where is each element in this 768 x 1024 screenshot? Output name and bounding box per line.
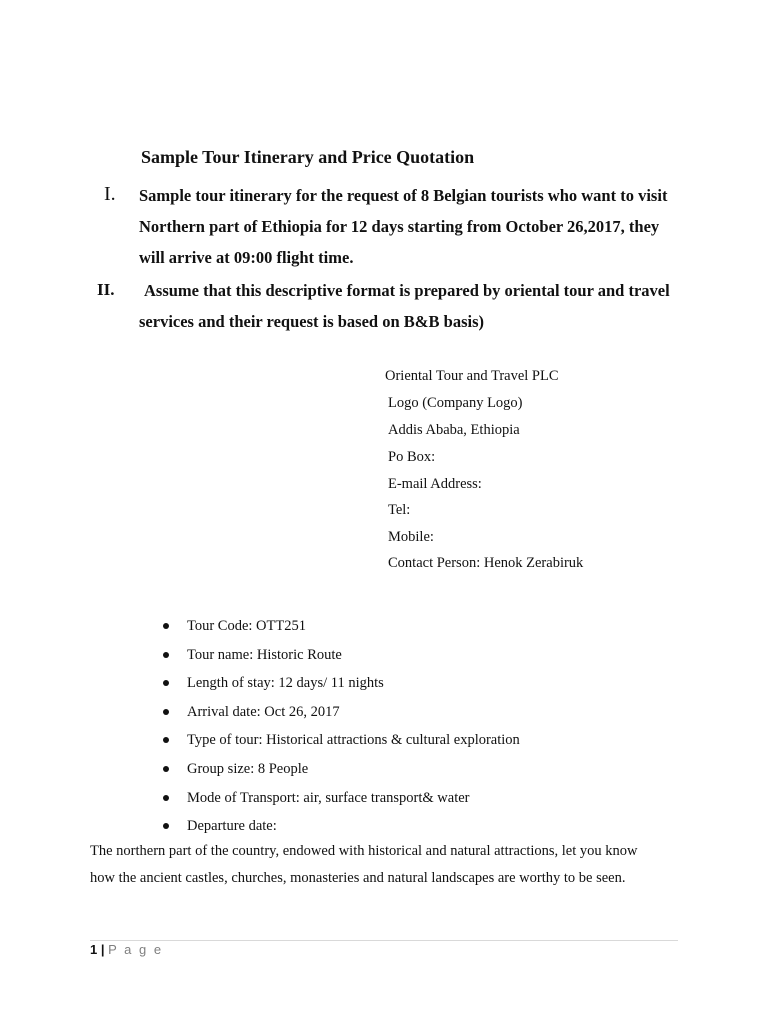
company-contact-person: Contact Person: Henok Zerabiruk xyxy=(388,555,584,571)
bullet-icon xyxy=(163,680,169,686)
page-number: 1 xyxy=(90,942,98,957)
closing-line-1: The northern part of the country, endowed with historical and natural attractions, let you know xyxy=(90,843,638,859)
company-logo-placeholder: Logo (Company Logo) xyxy=(388,395,523,411)
bullet-icon xyxy=(163,766,169,772)
document-title: Sample Tour Itinerary and Price Quotation xyxy=(141,147,475,167)
company-name: Oriental Tour and Travel PLC xyxy=(385,368,559,384)
company-po-box: Po Box: xyxy=(388,449,436,465)
tour-code: Tour Code: OTT251 xyxy=(187,618,306,634)
footer-divider xyxy=(90,940,678,941)
section-numeral-2: II. xyxy=(97,280,115,299)
section-2-line-2: services and their request is based on B&B basis) xyxy=(139,312,485,331)
type-of-tour: Type of tour: Historical attractions & cultural exploration xyxy=(187,732,520,749)
company-mobile: Mobile: xyxy=(388,529,434,545)
list-item xyxy=(160,786,520,815)
closing-line-2: how the ancient castles, churches, monasteries and natural landscapes are worthy to be seen. xyxy=(90,870,626,886)
page-footer xyxy=(90,942,163,957)
bullet-icon xyxy=(163,795,169,801)
list-item xyxy=(160,757,520,786)
bullet-icon xyxy=(163,709,169,715)
list-item xyxy=(160,814,520,843)
section-1-line-3: will arrive at 09:00 flight time. xyxy=(139,248,354,267)
list-item xyxy=(160,728,520,757)
tour-name: Tour name: Historic Route xyxy=(187,646,342,663)
section-1-line-2-text: for 12 days starting from October 26,2017, they xyxy=(326,217,660,236)
bullet-icon xyxy=(163,623,169,629)
list-item xyxy=(160,671,520,700)
company-location: Addis Ababa, Ethiopia xyxy=(388,422,520,438)
section-2-line-1: Assume that this descriptive format is prepared by oriental tour and travel xyxy=(144,281,670,300)
departure-date: Departure date: xyxy=(187,818,277,835)
section-1-line-2 xyxy=(139,217,659,237)
group-size: Group size: 8 People xyxy=(187,760,309,777)
list-item xyxy=(160,643,520,672)
tour-details-list xyxy=(160,614,520,843)
company-email: E-mail Address: xyxy=(388,476,482,492)
bullet-icon xyxy=(163,652,169,658)
section-1-line-1: Sample tour itinerary for the request of 8 Belgian tourists who want to visit xyxy=(139,186,668,205)
bullet-icon xyxy=(163,823,169,829)
company-tel: Tel: xyxy=(388,502,411,518)
mode-of-transport: Mode of Transport: air, surface transport& water xyxy=(187,789,470,806)
list-item xyxy=(160,700,520,729)
section-numeral-1: I. xyxy=(104,183,116,205)
section-1-emphasis: Northern part of Ethiopia xyxy=(139,217,322,236)
bullet-icon xyxy=(163,737,169,743)
length-of-stay: Length of stay: 12 days/ 11 nights xyxy=(187,675,384,692)
page-label: P a g e xyxy=(108,942,164,957)
footer-separator: | xyxy=(100,942,105,957)
list-item xyxy=(160,614,520,643)
arrival-date: Arrival date: Oct 26, 2017 xyxy=(187,703,340,720)
